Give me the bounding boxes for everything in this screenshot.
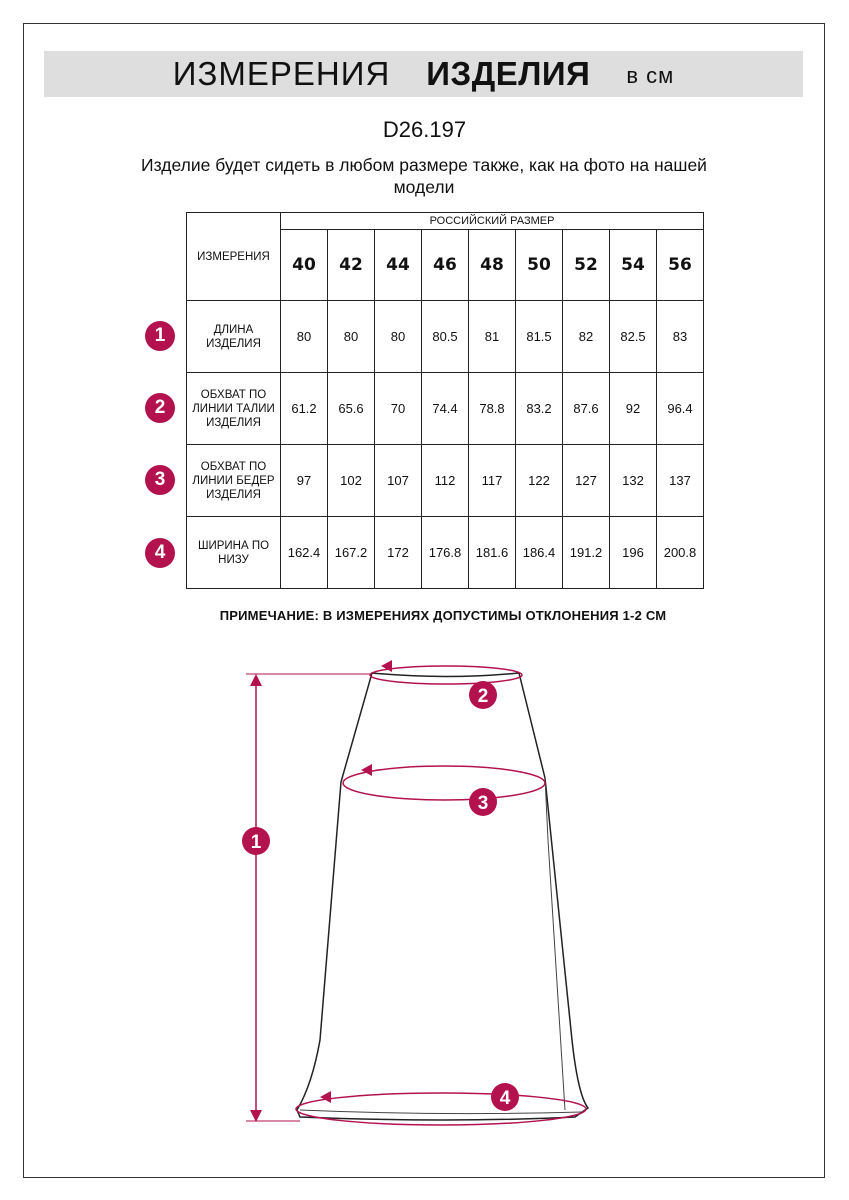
measure-header-cell: ИЗМЕРЕНИЯ bbox=[187, 213, 281, 301]
table-cell: 107 bbox=[375, 445, 422, 517]
skirt-hem-line bbox=[300, 1110, 582, 1114]
diagram-marker-hem bbox=[491, 1083, 519, 1111]
size-header-50: 50 bbox=[516, 230, 563, 301]
table-cell: 61.2 bbox=[281, 373, 328, 445]
skirt-diagram bbox=[0, 640, 849, 1160]
fit-note: Изделие будет сидеть в любом размере также, как на фото на нашей модели bbox=[141, 155, 707, 197]
row-label: ДЛИНА ИЗДЕЛИЯ bbox=[187, 301, 281, 373]
table-row bbox=[187, 301, 704, 373]
row-label: ШИРИНА ПО НИЗУ bbox=[187, 517, 281, 589]
table-cell: 80 bbox=[375, 301, 422, 373]
row-number-badge: 4 bbox=[145, 538, 175, 568]
table-cell: 112 bbox=[422, 445, 469, 517]
diagram-marker-length bbox=[242, 827, 270, 855]
marker-length-label: 1 bbox=[250, 832, 262, 853]
row-label: ОБХВАТ ПО ЛИНИИ БЕДЕР ИЗДЕЛИЯ bbox=[187, 445, 281, 517]
marker-hem-label: 4 bbox=[499, 1088, 511, 1109]
table-cell: 81 bbox=[469, 301, 516, 373]
size-header-56: 56 bbox=[657, 230, 704, 301]
marker-waist-label: 2 bbox=[477, 686, 489, 707]
table-cell: 122 bbox=[516, 445, 563, 517]
size-group-header: РОССИЙСКИЙ РАЗМЕР bbox=[281, 213, 704, 230]
size-header-54: 54 bbox=[610, 230, 657, 301]
table-cell: 83.2 bbox=[516, 373, 563, 445]
table-cell: 176.8 bbox=[422, 517, 469, 589]
table-cell: 162.4 bbox=[281, 517, 328, 589]
article-code: D26.197 bbox=[382, 117, 467, 142]
table-cell: 191.2 bbox=[563, 517, 610, 589]
table-cell: 65.6 bbox=[328, 373, 375, 445]
size-header-44: 44 bbox=[375, 230, 422, 301]
table-cell: 167.2 bbox=[328, 517, 375, 589]
title-unit: в см bbox=[626, 63, 675, 88]
tolerance-note: ПРИМЕЧАНИЕ: В ИЗМЕРЕНИЯХ ДОПУСТИМЫ ОТКЛОНЕНИЯ 1-2 СМ bbox=[219, 608, 667, 623]
table-cell: 97 bbox=[281, 445, 328, 517]
diagram-marker-hip bbox=[469, 788, 497, 816]
table-row bbox=[187, 373, 704, 445]
table-cell: 196 bbox=[610, 517, 657, 589]
table-cell: 80 bbox=[281, 301, 328, 373]
table-cell: 200.8 bbox=[657, 517, 704, 589]
title-band bbox=[44, 51, 803, 97]
table-cell: 82 bbox=[563, 301, 610, 373]
table-cell: 186.4 bbox=[516, 517, 563, 589]
table-cell: 137 bbox=[657, 445, 704, 517]
table-cell: 92 bbox=[610, 373, 657, 445]
marker-hip-label: 3 bbox=[477, 793, 489, 814]
table-cell: 127 bbox=[563, 445, 610, 517]
table-cell: 102 bbox=[328, 445, 375, 517]
table-cell: 132 bbox=[610, 445, 657, 517]
size-header-48: 48 bbox=[469, 230, 516, 301]
title-word-item: ИЗДЕЛИЯ bbox=[426, 55, 591, 92]
size-header-42: 42 bbox=[328, 230, 375, 301]
table-cell: 181.6 bbox=[469, 517, 516, 589]
table-cell: 74.4 bbox=[422, 373, 469, 445]
title-word-measurements: ИЗМЕРЕНИЯ bbox=[172, 55, 391, 92]
table-cell: 87.6 bbox=[563, 373, 610, 445]
table-cell: 96.4 bbox=[657, 373, 704, 445]
size-table bbox=[186, 212, 704, 589]
row-number-badge: 1 bbox=[145, 321, 175, 351]
table-cell: 70 bbox=[375, 373, 422, 445]
table-cell: 117 bbox=[469, 445, 516, 517]
table-cell: 82.5 bbox=[610, 301, 657, 373]
diagram-marker-waist bbox=[469, 681, 497, 709]
size-header-46: 46 bbox=[422, 230, 469, 301]
size-header-40: 40 bbox=[281, 230, 328, 301]
row-number-badge: 3 bbox=[145, 465, 175, 495]
table-row bbox=[187, 445, 704, 517]
table-cell: 172 bbox=[375, 517, 422, 589]
table-row bbox=[187, 517, 704, 589]
table-cell: 81.5 bbox=[516, 301, 563, 373]
table-cell: 83 bbox=[657, 301, 704, 373]
skirt-outline bbox=[297, 673, 588, 1120]
row-label: ОБХВАТ ПО ЛИНИИ ТАЛИИ ИЗДЕЛИЯ bbox=[187, 373, 281, 445]
table-cell: 80 bbox=[328, 301, 375, 373]
row-number-badge: 2 bbox=[145, 393, 175, 423]
table-cell: 80.5 bbox=[422, 301, 469, 373]
size-header-52: 52 bbox=[563, 230, 610, 301]
table-cell: 78.8 bbox=[469, 373, 516, 445]
